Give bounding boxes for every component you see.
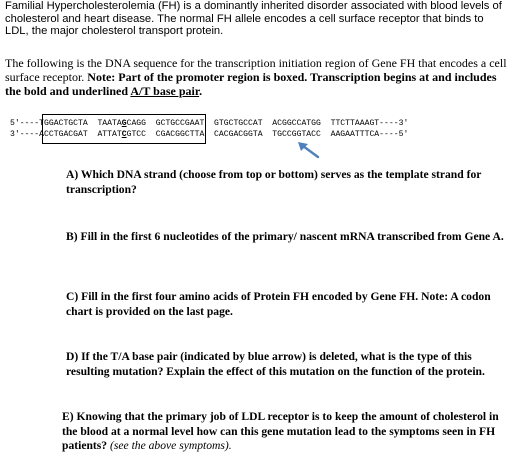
intro-paragraph: Familial Hypercholesterolemia (FH) is a dominantly inherited disorder associated with blood levels of cholesterol and heart disease. The normal FH allele encodes a cell surface receptor that binds to LDL, the major cholesterol transport protein. <box>5 0 502 38</box>
period: . <box>199 84 203 98</box>
top-strand-5-prime: 5'--- <box>10 119 35 128</box>
promoter-box <box>42 114 206 144</box>
top-strand-rest: CAGG GCTGCCGAAT GTGCTGCCAT ACGGCCATGG TTCTTAAAGT----3' <box>126 119 409 128</box>
question-e-text: E) Knowing that the primary job of LDL receptor is to keep the amount of cholesterol in the blood at a normal level how can this gene mutation lead to the symptoms seen in FH patients? <box>62 410 499 453</box>
top-strand-start-base: G <box>121 119 127 128</box>
question-c: C) Fill in the first four amino acids of Protein FH encoded by Gene FH. Note: A codon chart is provided on the last page. <box>66 290 491 318</box>
dna-intro-text: The following is the DNA sequence for the transcription initiation region of Gene FH that encodes a cell surface receptor. <box>5 56 507 84</box>
promoter-note: Note: Part of the promoter region is boxed. <box>87 70 308 84</box>
top-strand-promoter: -TGGACTGCTA TAATA <box>34 119 122 128</box>
bottom-strand-promoter: -ACCTGACGAT ATTAT <box>34 130 122 139</box>
question-d: D) If the T/A base pair (indicated by blue arrow) is deleted, what is the type of this resulting mutation? Explain the effect of this mutation on the function of the protein. <box>66 350 485 378</box>
question-a: A) Which DNA strand (choose from top or bottom) serves as the template strand for transcription? <box>66 168 482 196</box>
blue-arrow-icon <box>296 139 322 161</box>
question-e-end: . <box>228 439 232 453</box>
bottom-strand-rest: GTCC CGACGGCTTA CACGACGGTA TGCCGGTACC AAGAATTTCA----5' <box>126 130 409 139</box>
dna-sequence-intro <box>5 56 507 98</box>
base-pair-highlight: A/T base pair <box>130 84 200 98</box>
bottom-strand-3-prime: 3'--- <box>10 130 35 139</box>
question-e <box>62 410 502 454</box>
question-e-note: (see the above symptoms) <box>110 439 229 453</box>
bottom-strand-start-base: C <box>121 130 127 139</box>
transcription-start-note: Transcription begins at and includes the bold and underlined <box>5 70 497 98</box>
question-b: B) Fill in the first 6 nucleotides of the primary/ nascent mRNA transcribed from Gene A. <box>66 230 504 243</box>
